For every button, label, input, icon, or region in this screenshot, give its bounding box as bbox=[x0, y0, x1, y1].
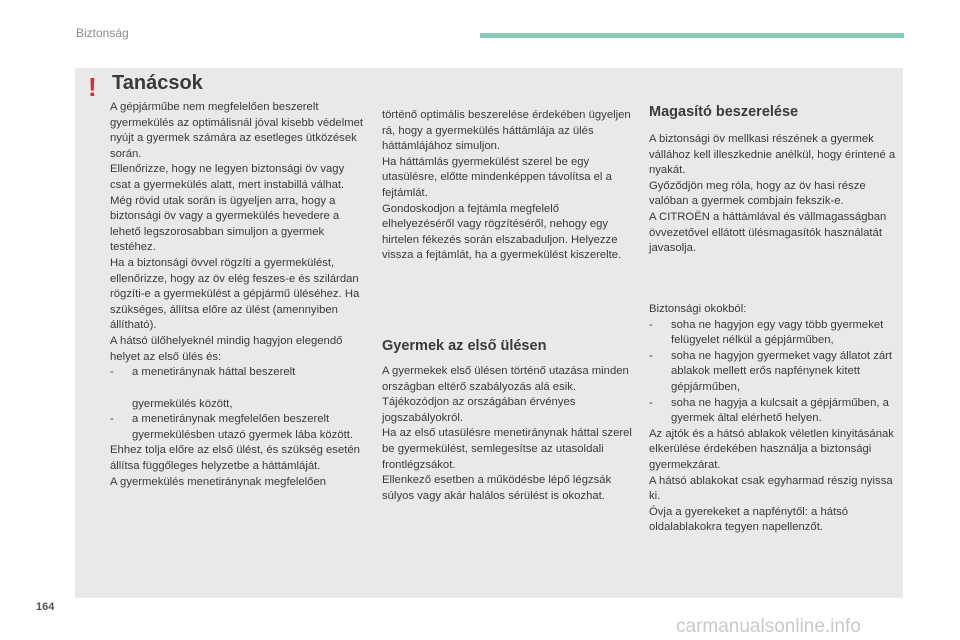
paragraph: A hátsó ablakokat csak egyharmad részig nyissa ki. bbox=[649, 474, 893, 503]
paragraph: Az ajtók és a hátsó ablakok véletlen kinyitásának elkerülése érdekében használja a biztonsági gyermekzárat. bbox=[649, 427, 894, 471]
booster-text bbox=[649, 132, 899, 257]
paragraph: A gépjárműbe nem megfelelően beszerelt gyermekülés az optimálisnál jóval kisebb védelmet nyújt a gyermek számára az esetleges ütközések során. bbox=[110, 101, 364, 160]
paragraph: Ellenkező esetben a működésbe lépő légzsák súlyos vagy akár halálos sérülést is okozhat. bbox=[382, 474, 612, 502]
paragraph: A hátsó ülőhelyeknél mindig hagyjon elegendő helyet az első ülés és: bbox=[110, 334, 343, 363]
column-2 bbox=[382, 108, 632, 264]
paragraph: A gyermekek első ülésen történő utazása minden országban eltérő szabályozás alá esik. Tájékozódjon az országában érvényes jogszabályokról. bbox=[382, 365, 629, 424]
section-label: Biztonság bbox=[76, 26, 129, 40]
header-accent-bar bbox=[480, 33, 904, 38]
column-1 bbox=[110, 100, 368, 490]
list-item: - soha ne hagyjon egy vagy több gyermeket felügyelet nélkül a gépjárműben, bbox=[649, 318, 884, 347]
paragraph: Gondoskodjon a fejtámla megfelelő elhelyezéséről vagy rögzítéséről, nehogy egy hirtelen fékezés során elszabaduljon. Helyezze vissza a fejtámlát, ha a gyermekülést kiszerelte. bbox=[382, 202, 622, 262]
paragraph: A gyermekülés menetiránynak megfelelően bbox=[110, 475, 327, 488]
list-item-continuation: gyermekülés között, bbox=[132, 397, 233, 410]
paragraph: történő optimális beszerelése érdekében ügyeljen rá, hogy a gyermekülés háttámlája az ülés háttámlájához simuljon. bbox=[382, 109, 631, 153]
list-item: - a menetiránynak megfelelően beszerelt gyermekülésben utazó gyermek lába között. bbox=[110, 413, 354, 441]
list-item: - a menetiránynak háttal beszerelt bbox=[110, 366, 296, 379]
paragraph: Még rövid utak során is ügyeljen arra, hogy a biztonsági öv vagy a gyermekülés hevedere a lehető legszorosabban simuljon a gyermek testéhez. bbox=[110, 194, 340, 254]
list-item: - soha ne hagyjon gyermeket vagy állatot zárt ablakok mellett erős napfénynek kitett gépjárműben, bbox=[649, 349, 893, 393]
exclamation-icon: ! bbox=[88, 72, 97, 102]
paragraph: Ehhez tolja előre az első ülést, és szükség esetén állítsa függőleges helyzetbe a háttámláját. bbox=[110, 444, 360, 473]
watermark: carmanualsonline.info bbox=[676, 616, 861, 637]
front-seat-heading: Gyermek az első ülésen bbox=[382, 338, 547, 354]
safety-text bbox=[649, 302, 899, 536]
paragraph: Ha a biztonsági övvel rögzíti a gyermekülést, ellenőrizze, hogy az öv elég feszes-e és szilárdan rögzíti-e a gyermekülést a gépjármű üléséhez. Ha szükséges, állítsa előre az ülést (amennyiben állítható). bbox=[110, 256, 360, 332]
paragraph: Ellenőrizze, hogy ne legyen biztonsági öv vagy csat a gyermekülés alatt, mert instabillá válhat. bbox=[110, 163, 345, 191]
paragraph: Biztonsági okokból: bbox=[649, 303, 747, 315]
page-number: 164 bbox=[36, 601, 55, 613]
paragraph: Ha háttámlás gyermekülést szerel be egy utasülésre, előtte mindenképpen távolítsa el a fejtámlát. bbox=[382, 155, 612, 199]
panel-title: Tanácsok bbox=[112, 72, 203, 94]
list-item: - soha ne hagyja a kulcsait a gépjárműben, a gyermek által elérhető helyen. bbox=[649, 396, 889, 425]
paragraph: Ha az első utasülésre menetiránynak háttal szerel be gyermekülést, semlegesítse az utasoldali frontlégzsákot. bbox=[382, 427, 632, 471]
paragraph: Győződjön meg róla, hogy az öv hasi része valóban a gyermek combjain fekszik-e. bbox=[649, 179, 866, 208]
front-seat-text bbox=[382, 364, 632, 504]
paragraph: A CITROËN a háttámlával és vállmagasságban övvezetővel ellátott ülésmagasítók használatát javasolja. bbox=[649, 210, 887, 255]
booster-heading: Magasító beszerelése bbox=[649, 104, 799, 120]
paragraph: Óvja a gyerekeket a napfénytől: a hátsó oldalablakokra tegyen napellenzőt. bbox=[649, 505, 849, 534]
paragraph: A biztonsági öv mellkasi részének a gyermek vállához kell illeszkednie anélkül, hogy érintené a nyakát. bbox=[649, 133, 896, 177]
